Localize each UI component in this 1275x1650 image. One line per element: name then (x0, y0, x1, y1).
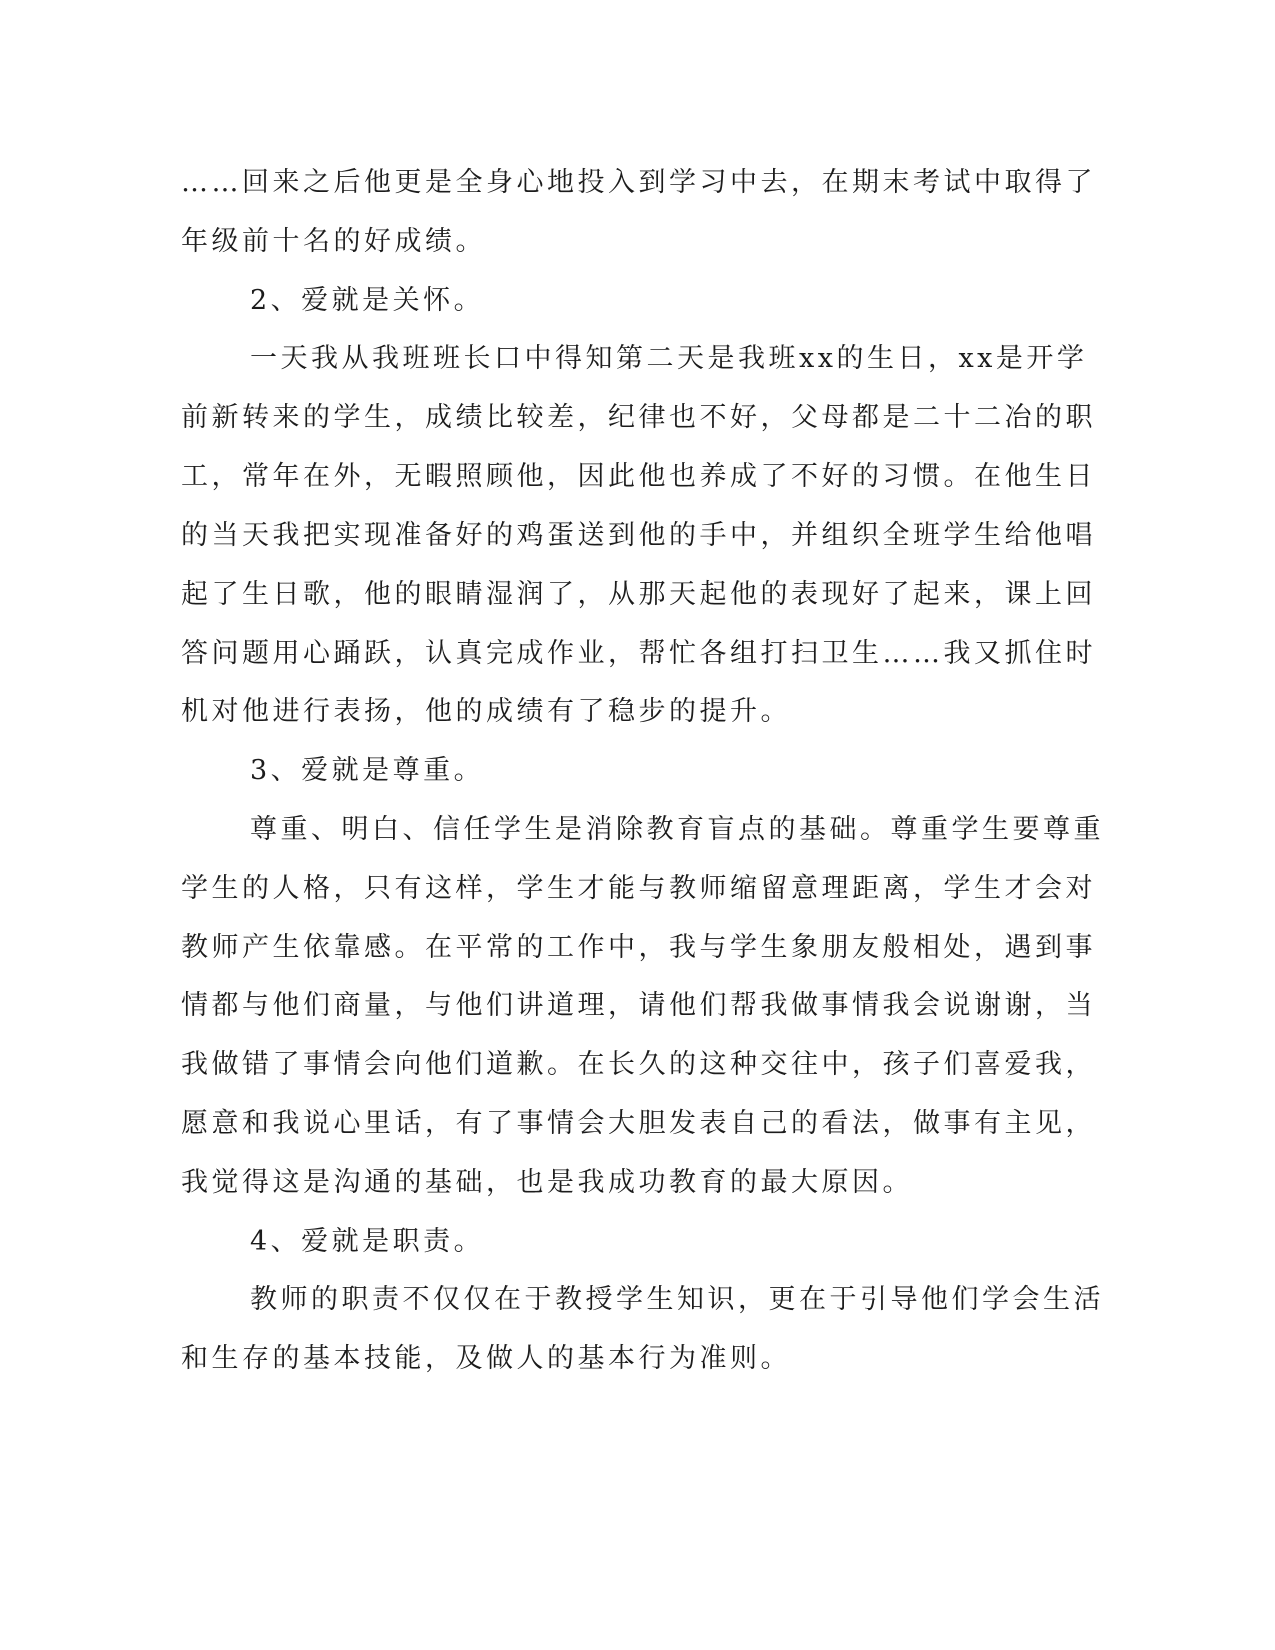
text-line: 我觉得这是沟通的基础，也是我成功教育的最大原因。 (181, 1167, 913, 1198)
text-line: 愿意和我说心里话，有了事情会大胆发表自己的看法，做事有主见， (181, 1108, 1096, 1139)
text-line: 机对他进行表扬，他的成绩有了稳步的提升。 (181, 696, 791, 727)
text-line: 起了生日歌，他的眼睛湿润了，从那天起他的表现好了起来，课上回 (181, 579, 1096, 610)
text-line: 学生的人格，只有这样，学生才能与教师缩留意理距离，学生才会对 (181, 873, 1096, 904)
text-line: 前新转来的学生，成绩比较差，纪律也不好，父母都是二十二冶的职 (181, 402, 1096, 433)
text-line: 答问题用心踊跃，认真完成作业，帮忙各组打扫卫生……我又抓住时 (181, 638, 1096, 669)
section-heading: 4、爱就是职责。 (250, 1226, 485, 1257)
text-line: 教师产生依靠感。在平常的工作中，我与学生象朋友般相处，遇到事 (181, 932, 1096, 963)
section-heading: 3、爱就是尊重。 (250, 755, 485, 786)
paragraph-first-line: 教师的职责不仅仅在于教授学生知识，更在于引导他们学会生活 (250, 1284, 1104, 1315)
text-line: 情都与他们商量，与他们讲道理，请他们帮我做事情我会说谢谢，当 (181, 990, 1096, 1021)
text-line: 我做错了事情会向他们道歉。在长久的这种交往中，孩子们喜爱我， (181, 1049, 1096, 1080)
text-line: 和生存的基本技能，及做人的基本行为准则。 (181, 1343, 791, 1374)
text-line: 工，常年在外，无暇照顾他，因此他也养成了不好的习惯。在他生日 (181, 461, 1096, 492)
paragraph-first-line: 一天我从我班班长口中得知第二天是我班xx的生日，xx是开学 (250, 343, 1088, 374)
section-heading: 2、爱就是关怀。 (250, 285, 485, 316)
paragraph-first-line: 尊重、明白、信任学生是消除教育盲点的基础。尊重学生要尊重 (250, 814, 1104, 845)
text-line: 年级前十名的好成绩。 (181, 226, 486, 257)
text-line: 的当天我把实现准备好的鸡蛋送到他的手中，并组织全班学生给他唱 (181, 520, 1096, 551)
text-line: ……回来之后他更是全身心地投入到学习中去，在期末考试中取得了 (181, 167, 1096, 198)
